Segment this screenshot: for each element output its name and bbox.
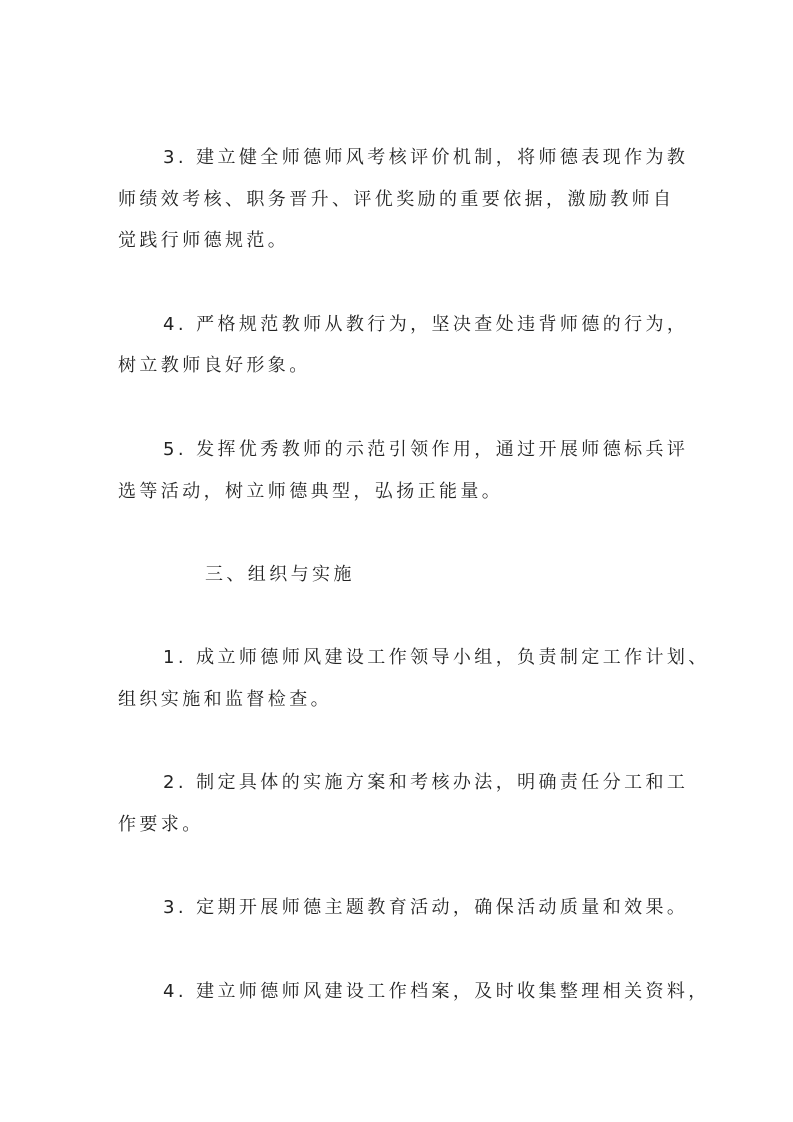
paragraph-3 [118,137,698,262]
heading-text: 三、组织与实施 [205,563,355,585]
text-line: 4. 建立师德师风建设工作档案，及时收集整理相关资料， [163,980,710,1002]
text-line: 1. 成立师德师风建设工作领导小组，负责制定工作计划、 [163,647,710,669]
text-line: 2. 制定具体的实施方案和考核办法，明确责任分工和工 [163,772,689,794]
text-line: 4. 严格规范教师从教行为，坚决查处违背师德的行为， [163,313,689,335]
section-paragraph-3 [118,887,698,929]
section-paragraph-2 [118,762,698,845]
text-line: 选等活动，树立师德典型，弘扬正能量。 [118,480,504,502]
text-line: 师绩效考核、职务晋升、评优奖励的重要依据，激励教师自 [118,188,675,210]
text-line: 作要求。 [118,814,204,835]
text-line: 3. 建立健全师德师风考核评价机制，将师德表现作为教 [163,147,689,168]
text-line: 5. 发挥优秀教师的示范引领作用，通过开展师德标兵评 [163,438,689,460]
section-paragraph-4 [118,971,710,1013]
text-line: 树立教师良好形象。 [118,355,311,377]
paragraph-4 [118,304,698,387]
text-line: 3. 定期开展师德主题教育活动，确保活动质量和效果。 [163,897,689,919]
paragraph-5 [118,429,698,512]
text-line: 觉践行师德规范。 [118,230,290,252]
section-paragraph-1 [118,637,710,720]
text-line: 组织实施和监督检查。 [118,688,332,710]
section-heading [118,554,698,596]
document-body [118,137,710,1054]
